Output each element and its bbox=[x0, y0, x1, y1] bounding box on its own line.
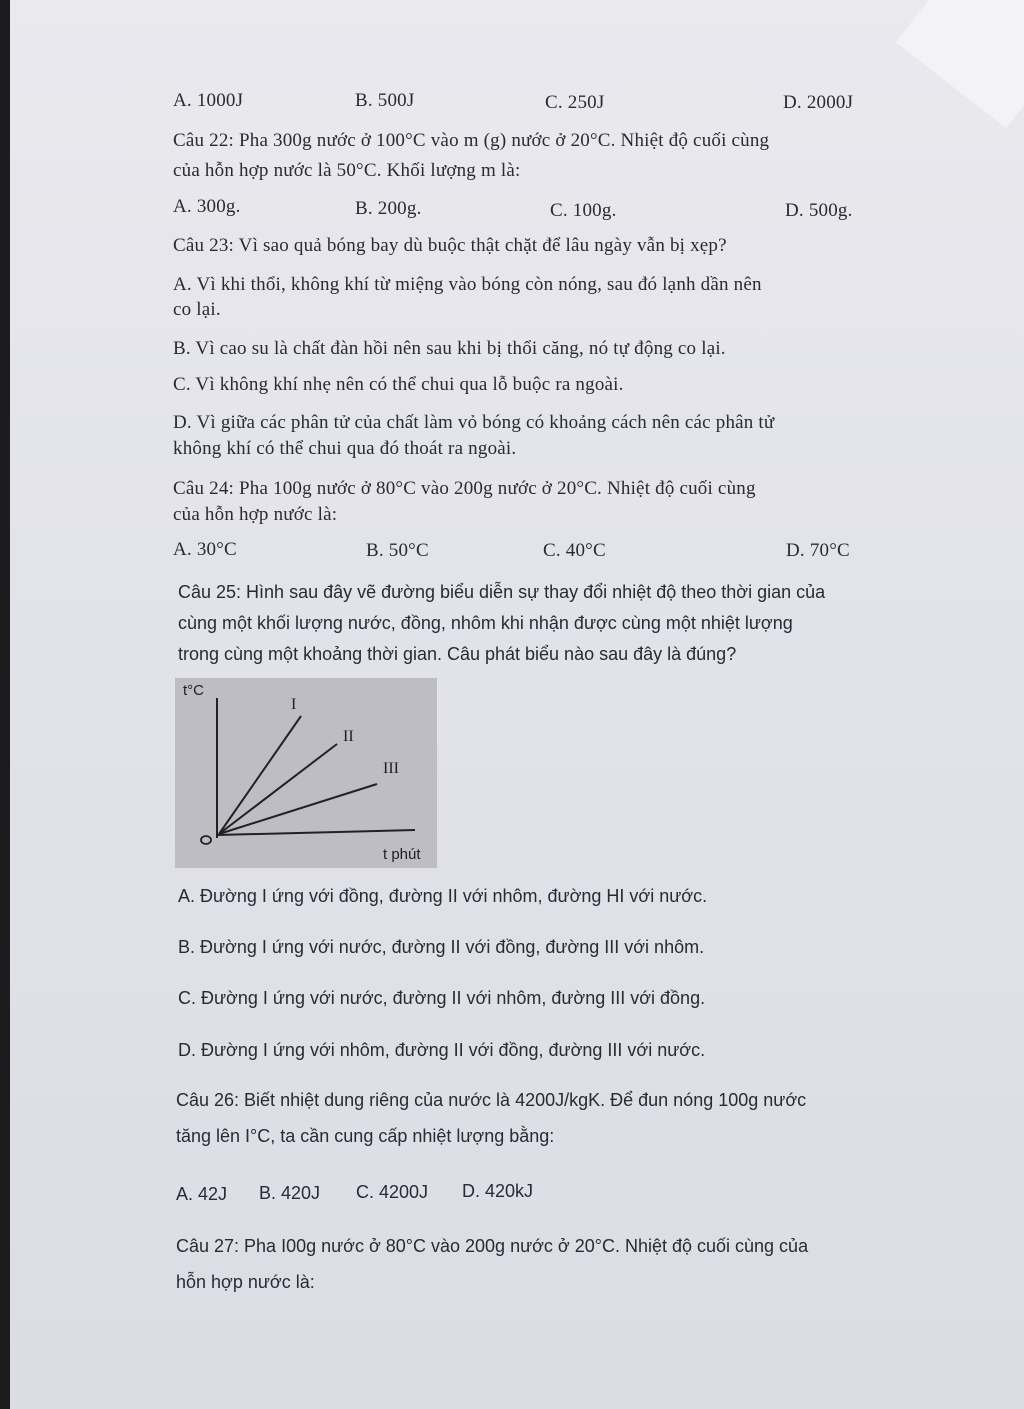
q24-option-a: A. 30°C bbox=[173, 539, 237, 560]
q25-option-d: D. Đường I ứng với nhôm, đường II với đồng, đường III với nước. bbox=[178, 1040, 706, 1060]
line-label-III: III bbox=[383, 760, 399, 777]
temperature-time-graph bbox=[175, 678, 437, 868]
q23-option-d-line-2: không khí có thể chui qua đó thoát ra ngoài. bbox=[173, 438, 517, 459]
q25-option-a: A. Đường I ứng với đồng, đường II với nhôm, đường HI với nước. bbox=[178, 886, 708, 906]
q23-option-a-line-2: co lại. bbox=[173, 299, 221, 320]
q26-option-b: B. 420J bbox=[259, 1183, 321, 1203]
q22-option-b: B. 200g. bbox=[355, 198, 422, 219]
q25-option-c: C. Đường I ứng với nước, đường II với nhôm, đường III với đồng. bbox=[178, 988, 706, 1008]
q21-option-c: C. 250J bbox=[545, 92, 605, 113]
paper-folded-corner bbox=[896, 0, 1024, 128]
q27-line-2: hỗn hợp nước là: bbox=[176, 1272, 315, 1292]
q22-option-a: A. 300g. bbox=[173, 196, 241, 217]
q26-option-c: C. 4200J bbox=[356, 1182, 429, 1202]
q26-line-1: Câu 26: Biết nhiệt dung riêng của nước là 4200J/kgK. Để đun nóng 100g nước bbox=[176, 1090, 807, 1110]
q26-line-2: tăng lên I°C, ta cần cung cấp nhiệt lượng bằng: bbox=[176, 1126, 555, 1146]
q22-option-c: C. 100g. bbox=[550, 200, 617, 221]
line-label-I: I bbox=[291, 696, 297, 713]
q25-option-b: B. Đường I ứng với nước, đường II với đồng, đường III với nhôm. bbox=[178, 937, 705, 957]
exam-paper bbox=[10, 0, 1024, 1409]
y-axis-label: t°C bbox=[183, 682, 204, 699]
q23-option-c: C. Vì không khí nhẹ nên có thể chui qua lỗ buộc ra ngoài. bbox=[173, 374, 624, 395]
q22-line-2: của hỗn hợp nước là 50°C. Khối lượng m là: bbox=[173, 160, 521, 181]
q25-line-2: cùng một khối lượng nước, đồng, nhôm khi nhận được cùng một nhiệt lượng bbox=[178, 613, 793, 633]
q23-question: Câu 23: Vì sao quả bóng bay dù buộc thật chặt để lâu ngày vẫn bị xẹp? bbox=[173, 235, 727, 256]
q22-line-1: Câu 22: Pha 300g nước ở 100°C vào m (g) nước ở 20°C. Nhiệt độ cuối cùng bbox=[173, 130, 770, 151]
x-axis-label: t phút bbox=[383, 846, 421, 863]
graph-line-III bbox=[219, 784, 377, 834]
q21-option-b: B. 500J bbox=[355, 90, 415, 111]
line-label-II: II bbox=[343, 728, 354, 745]
origin-marker bbox=[201, 836, 211, 844]
q24-option-d: D. 70°C bbox=[786, 540, 850, 561]
q21-option-d: D. 2000J bbox=[783, 92, 854, 113]
x-axis bbox=[217, 830, 415, 835]
q24-line-1: Câu 24: Pha 100g nước ở 80°C vào 200g nước ở 20°C. Nhiệt độ cuối cùng bbox=[173, 478, 756, 499]
q23-option-a-line-1: A. Vì khi thổi, không khí từ miệng vào bóng còn nóng, sau đó lạnh dần nên bbox=[173, 274, 762, 295]
q24-option-c: C. 40°C bbox=[543, 540, 606, 561]
q22-option-d: D. 500g. bbox=[785, 200, 853, 221]
q21-option-a: A. 1000J bbox=[173, 90, 244, 111]
q24-option-b: B. 50°C bbox=[366, 540, 429, 561]
q27-line-1: Câu 27: Pha I00g nước ở 80°C vào 200g nước ở 20°C. Nhiệt độ cuối cùng của bbox=[176, 1236, 809, 1256]
q25-line-1: Câu 25: Hình sau đây vẽ đường biểu diễn sự thay đổi nhiệt độ theo thời gian của bbox=[178, 582, 826, 602]
q24-line-2: của hỗn hợp nước là: bbox=[173, 504, 338, 525]
q23-option-d-line-1: D. Vì giữa các phân tử của chất làm vỏ bóng có khoảng cách nên các phân tử bbox=[173, 412, 775, 433]
graph-line-II bbox=[219, 744, 337, 834]
graph-line-I bbox=[219, 716, 301, 834]
q26-option-d: D. 420kJ bbox=[462, 1181, 534, 1201]
q25-line-3: trong cùng một khoảng thời gian. Câu phát biểu nào sau đây là đúng? bbox=[178, 644, 737, 664]
q23-option-b: B. Vì cao su là chất đàn hồi nên sau khi bị thổi căng, nó tự động co lại. bbox=[173, 338, 726, 359]
q26-option-a: A. 42J bbox=[176, 1184, 228, 1204]
